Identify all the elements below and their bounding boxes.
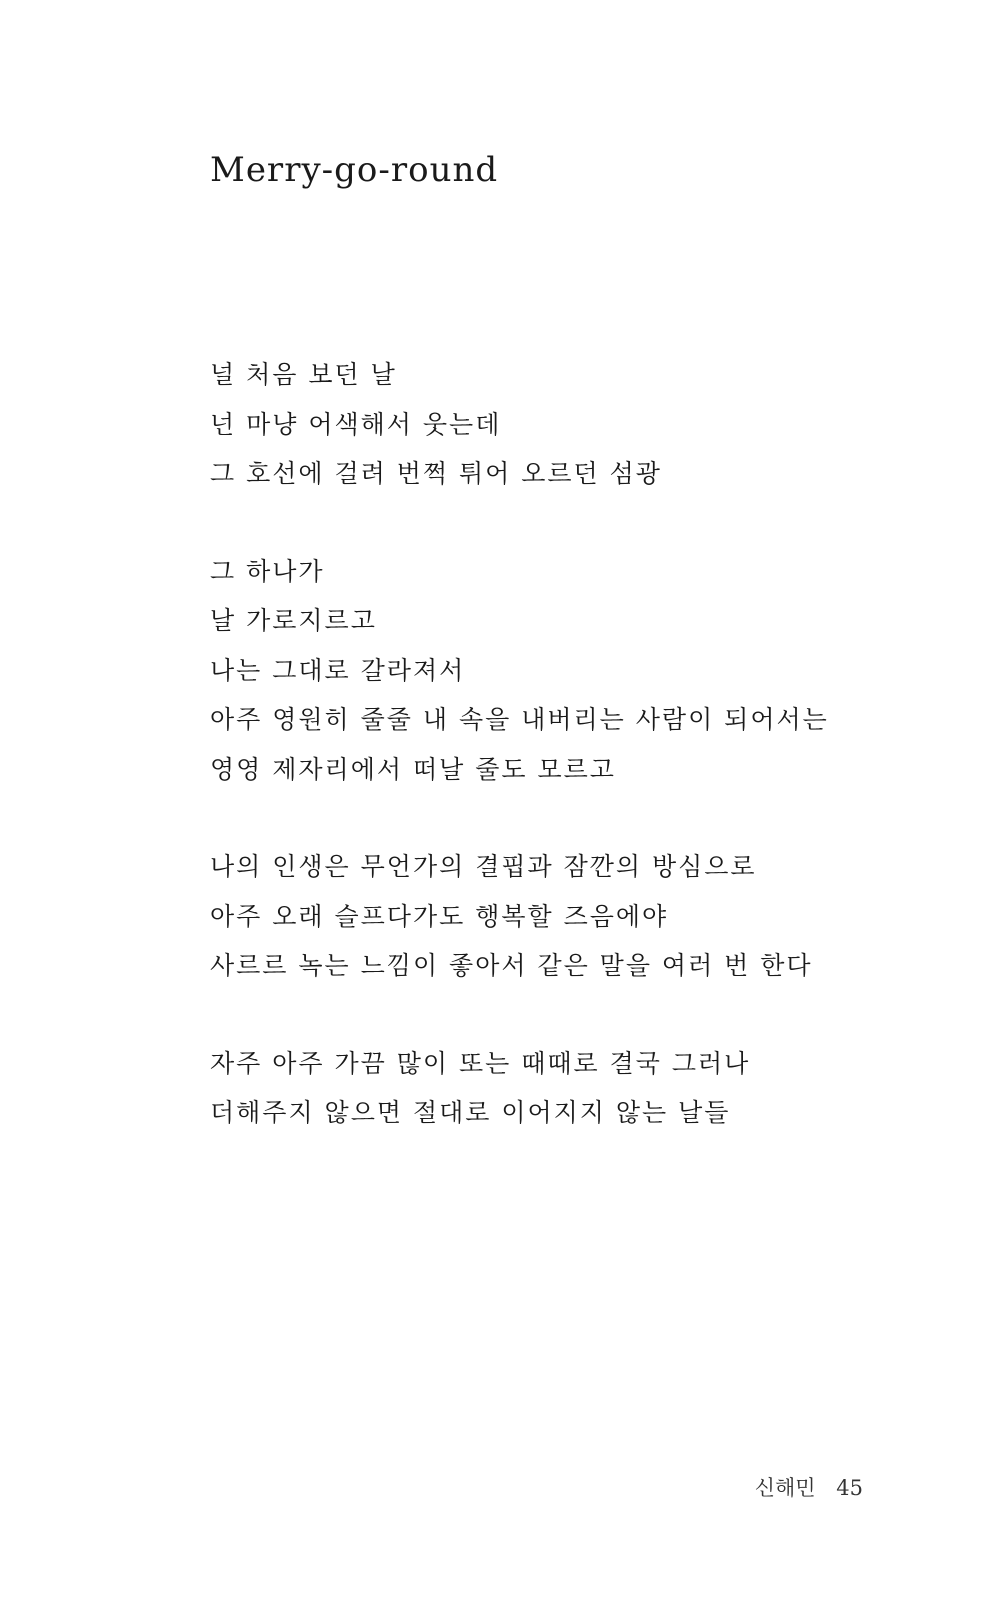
poem-line: 나의 인생은 무언가의 결핍과 잠깐의 방심으로 xyxy=(210,852,757,881)
poem-line: 그 하나가 xyxy=(210,556,325,586)
poem-line: 아주 영원히 줄줄 내 속을 내버리는 사람이 되어서는 xyxy=(210,705,829,734)
poem-line: 나는 그대로 갈라져서 xyxy=(210,655,466,685)
poem-line: 아주 오래 슬프다가도 행복할 즈음에야 xyxy=(210,901,669,931)
poem-line: 더해주지 않으면 절대로 이어지지 않는 날들 xyxy=(210,1098,731,1127)
poem-body xyxy=(210,350,910,1186)
poem-line: 사르르 녹는 느낌이 좋아서 같은 말을 여러 번 한다 xyxy=(210,951,813,980)
poem-line: 영영 제자리에서 떠날 줄도 모르고 xyxy=(210,754,616,784)
stanza-3 xyxy=(210,842,910,991)
stanza-4 xyxy=(210,1039,910,1138)
author-name: 신해민 xyxy=(754,1476,816,1500)
poem-line: 날 가로지르고 xyxy=(210,606,377,635)
stanza-1 xyxy=(210,350,910,499)
poem-title: Merry-go-round xyxy=(210,150,499,190)
poem-line: 그 호선에 걸려 번쩍 튀어 오르던 섬광 xyxy=(210,459,662,488)
poem-line: 자주 아주 가끔 많이 또는 때때로 결국 그러나 xyxy=(210,1048,751,1078)
page-footer xyxy=(755,1472,863,1502)
page-number: 45 xyxy=(836,1476,863,1500)
poem-line: 널 처음 보던 날 xyxy=(210,360,397,389)
poem-line: 넌 마냥 어색해서 웃는데 xyxy=(210,409,502,439)
stanza-2 xyxy=(210,547,910,795)
